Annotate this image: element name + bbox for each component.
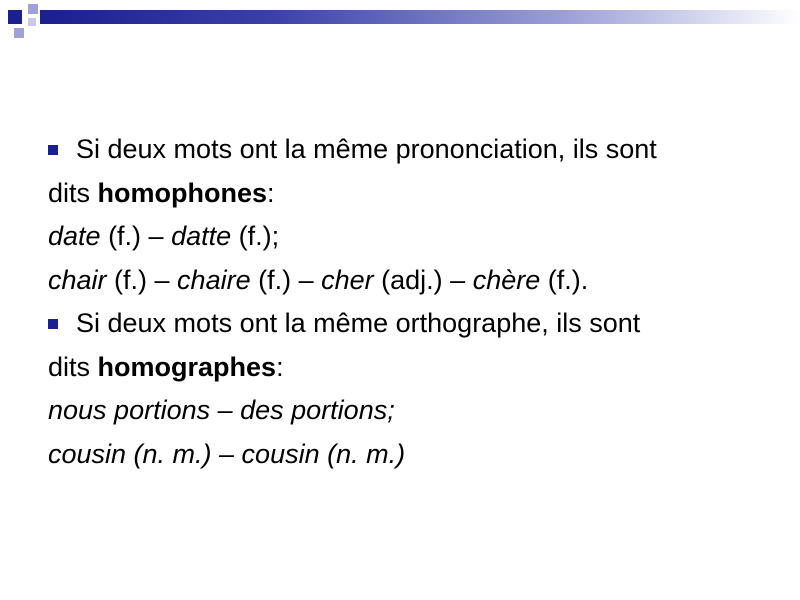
square-bullet-icon <box>48 145 58 155</box>
definition-homographes <box>48 346 788 390</box>
example-cousin: cousin (n. m.) – cousin (n. m.) <box>48 438 406 469</box>
example-gloss: (f.) – <box>106 264 178 295</box>
term-homographes: homographes <box>97 351 277 382</box>
term-homophones: homophones <box>97 177 268 208</box>
example-gloss: (f.). <box>540 264 589 295</box>
example-chair-chere <box>48 259 788 303</box>
example-word: chère <box>472 264 541 295</box>
bullet-text: Si deux mots ont la même orthographe, ils sont <box>76 308 641 338</box>
example-gloss: (f.); <box>231 221 280 251</box>
definition-homophones <box>48 172 788 216</box>
definition-prefix: dits <box>48 351 98 382</box>
slide-body <box>48 128 788 476</box>
bullet-homophones <box>46 128 788 172</box>
decor-square <box>8 10 22 24</box>
bullet-homographes <box>46 302 788 346</box>
definition-prefix: dits <box>48 177 98 208</box>
bullet-text: Si deux mots ont la même prononciation, ils sont <box>76 134 657 164</box>
example-gloss: (adj.) – <box>373 264 473 295</box>
example-date-datte <box>48 215 788 259</box>
header-decoration <box>0 0 800 48</box>
example-gloss: (f.) – <box>250 264 322 295</box>
definition-colon: : <box>267 177 275 208</box>
example-word: chaire <box>177 264 251 295</box>
square-bullet-icon <box>48 319 58 329</box>
example-word: cher <box>321 264 374 295</box>
decor-square <box>28 18 36 26</box>
example-word: chair <box>48 264 107 295</box>
example-gloss: (f.) – <box>100 221 172 251</box>
decor-square <box>14 28 24 38</box>
example-word: datte <box>171 221 232 251</box>
example-word: date <box>48 221 101 251</box>
decor-square <box>28 4 38 14</box>
definition-colon: : <box>276 351 284 382</box>
gradient-header-bar <box>40 10 800 24</box>
example-portions: nous portions – des portions; <box>48 395 395 425</box>
